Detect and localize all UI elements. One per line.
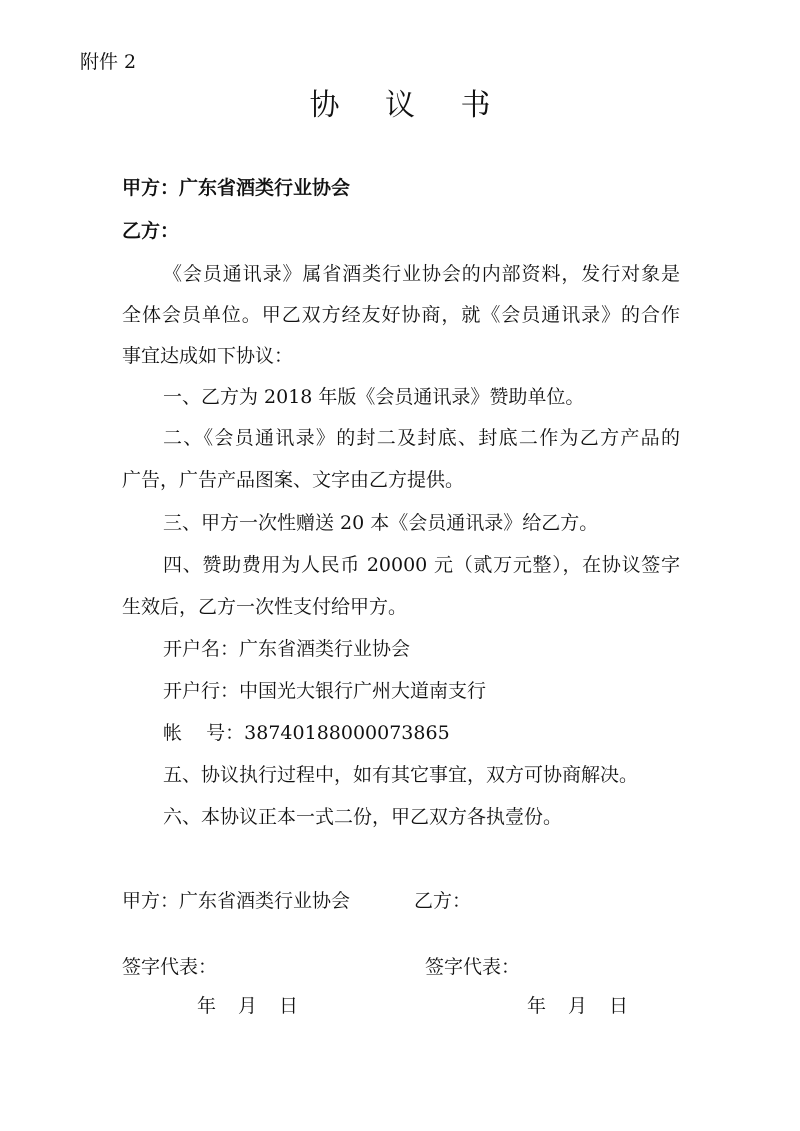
date-a-month: 月 bbox=[238, 995, 258, 1017]
date-b-year: 年 bbox=[527, 995, 547, 1017]
clause-2-line-1: 二、《会员通讯录》的封二及封底、封底二作为乙方产品的 bbox=[163, 427, 680, 449]
document-title: 协 议 书 bbox=[309, 88, 509, 123]
clause-4-line-2: 生效后，乙方一次性支付给甲方。 bbox=[122, 596, 408, 618]
party-b-heading: 乙方： bbox=[122, 220, 180, 242]
representative-b: 签字代表： bbox=[425, 956, 521, 978]
clause-6: 六、本协议正本一式二份，甲乙双方各执壹份。 bbox=[163, 806, 563, 828]
signature-party-b: 乙方： bbox=[414, 890, 472, 912]
intro-line-1: 《会员通讯录》属省酒类行业协会的内部资料，发行对象是 bbox=[163, 263, 680, 285]
account-number: 帐 号：38740188000073865 bbox=[163, 722, 450, 744]
date-b bbox=[527, 994, 628, 1018]
clause-2-line-2: 广告，广告产品图案、文字由乙方提供。 bbox=[122, 469, 465, 491]
signature-party-a: 甲方：广东省酒类行业协会 bbox=[122, 890, 351, 912]
date-a-day: 日 bbox=[279, 995, 299, 1017]
bank-name: 开户行：中国光大银行广州大道南支行 bbox=[163, 680, 487, 702]
date-b-day: 日 bbox=[609, 995, 629, 1017]
representative-a: 签字代表： bbox=[122, 956, 218, 978]
clause-5: 五、协议执行过程中，如有其它事宜，双方可协商解决。 bbox=[163, 764, 639, 786]
intro-line-3: 事宜达成如下协议： bbox=[122, 345, 294, 367]
account-name: 开户名：广东省酒类行业协会 bbox=[163, 638, 411, 660]
date-a bbox=[197, 994, 298, 1018]
clause-4-line-1: 四、赞助费用为人民币 20000 元（贰万元整），在协议签字 bbox=[163, 554, 680, 576]
attachment-label: 附件 2 bbox=[80, 51, 137, 73]
date-b-month: 月 bbox=[568, 995, 588, 1017]
clause-3: 三、甲方一次性赠送 20 本《会员通讯录》给乙方。 bbox=[163, 512, 599, 534]
party-a-heading: 甲方：广东省酒类行业协会 bbox=[122, 177, 351, 199]
intro-line-2: 全体会员单位。甲乙双方经友好协商，就《会员通讯录》的合作 bbox=[122, 304, 680, 326]
date-a-year: 年 bbox=[197, 995, 217, 1017]
clause-1: 一、乙方为 2018 年版《会员通讯录》赞助单位。 bbox=[163, 386, 585, 408]
